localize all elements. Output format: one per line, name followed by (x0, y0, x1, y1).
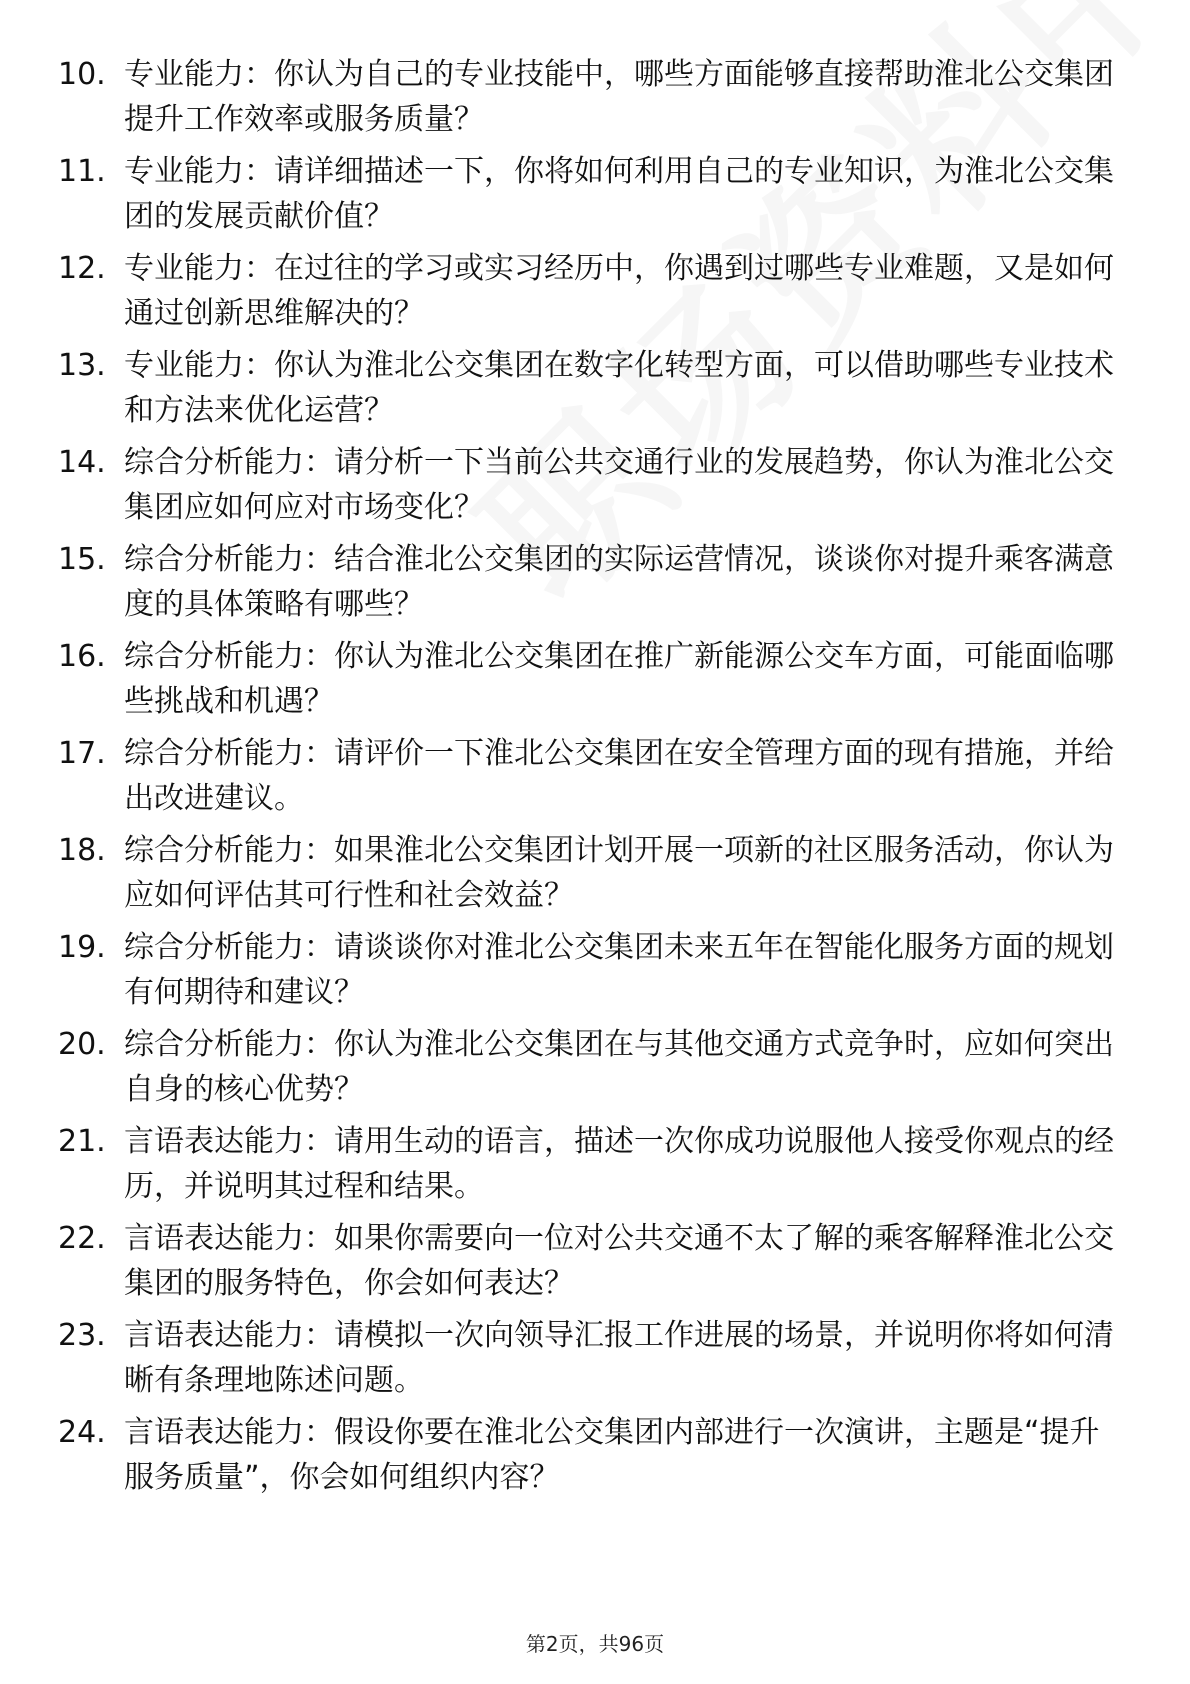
question-number: 18. (58, 833, 106, 868)
question-item (58, 634, 1118, 731)
question-item (58, 343, 1118, 440)
question-text: 专业能力：你认为自己的专业技能中，哪些方面能够直接帮助淮北公交集团提升工作效率或服务质量？ (124, 57, 1114, 137)
question-text: 综合分析能力：请谈谈你对淮北公交集团未来五年在智能化服务方面的规划有何期待和建议？ (124, 930, 1114, 1010)
question-item (58, 1022, 1118, 1119)
question-text: 言语表达能力：如果你需要向一位对公共交通不太了解的乘客解释淮北公交集团的服务特色，你会如何表达？ (124, 1221, 1114, 1301)
page-footer (0, 1628, 1190, 1657)
question-number: 19. (58, 930, 106, 965)
question-number: 21. (58, 1124, 106, 1159)
question-text: 言语表达能力：假设你要在淮北公交集团内部进行一次演讲，主题是“提升服务质量”，你会如何组织内容？ (124, 1415, 1100, 1495)
question-text: 综合分析能力：你认为淮北公交集团在推广新能源公交车方面，可能面临哪些挑战和机遇？ (124, 639, 1114, 719)
question-item (58, 731, 1118, 828)
question-item (58, 925, 1118, 1022)
question-text: 综合分析能力：请评价一下淮北公交集团在安全管理方面的现有措施，并给出改进建议。 (124, 736, 1114, 816)
question-item (58, 1410, 1118, 1507)
question-number: 11. (58, 154, 106, 189)
question-number: 17. (58, 736, 106, 771)
question-number: 14. (58, 445, 106, 480)
question-item (58, 537, 1118, 634)
question-item (58, 1216, 1118, 1313)
question-item (58, 828, 1118, 925)
question-number: 15. (58, 542, 106, 577)
question-text: 综合分析能力：你认为淮北公交集团在与其他交通方式竞争时，应如何突出自身的核心优势？ (124, 1027, 1114, 1107)
question-number: 22. (58, 1221, 106, 1256)
question-item (58, 1119, 1118, 1216)
question-list (58, 52, 1118, 1507)
question-item (58, 440, 1118, 537)
question-text: 综合分析能力：请分析一下当前公共交通行业的发展趋势，你认为淮北公交集团应如何应对市场变化？ (124, 445, 1114, 525)
question-text: 综合分析能力：结合淮北公交集团的实际运营情况，谈谈你对提升乘客满意度的具体策略有哪些？ (124, 542, 1114, 622)
question-item (58, 149, 1118, 246)
question-item (58, 1313, 1118, 1410)
question-text: 言语表达能力：请用生动的语言，描述一次你成功说服他人接受你观点的经历，并说明其过程和结果。 (124, 1124, 1114, 1204)
question-text: 专业能力：你认为淮北公交集团在数字化转型方面，可以借助哪些专业技术和方法来优化运营？ (124, 348, 1114, 428)
question-item (58, 52, 1118, 149)
question-number: 12. (58, 251, 106, 286)
question-text: 言语表达能力：请模拟一次向领导汇报工作进展的场景，并说明你将如何清晰有条理地陈述问题。 (124, 1318, 1114, 1398)
question-item (58, 246, 1118, 343)
page-number-label: 第2页，共96页 (525, 1632, 665, 1656)
question-text: 综合分析能力：如果淮北公交集团计划开展一项新的社区服务活动，你认为应如何评估其可行性和社会效益？ (124, 833, 1114, 913)
question-text: 专业能力：请详细描述一下，你将如何利用自己的专业知识，为淮北公交集团的发展贡献价值？ (124, 154, 1114, 234)
question-number: 13. (58, 348, 106, 383)
question-text: 专业能力：在过往的学习或实习经历中，你遇到过哪些专业难题，又是如何通过创新思维解决的？ (124, 251, 1114, 331)
question-number: 24. (58, 1415, 106, 1450)
question-number: 16. (58, 639, 106, 674)
question-number: 20. (58, 1027, 106, 1062)
question-number: 10. (58, 57, 106, 92)
question-number: 23. (58, 1318, 106, 1353)
